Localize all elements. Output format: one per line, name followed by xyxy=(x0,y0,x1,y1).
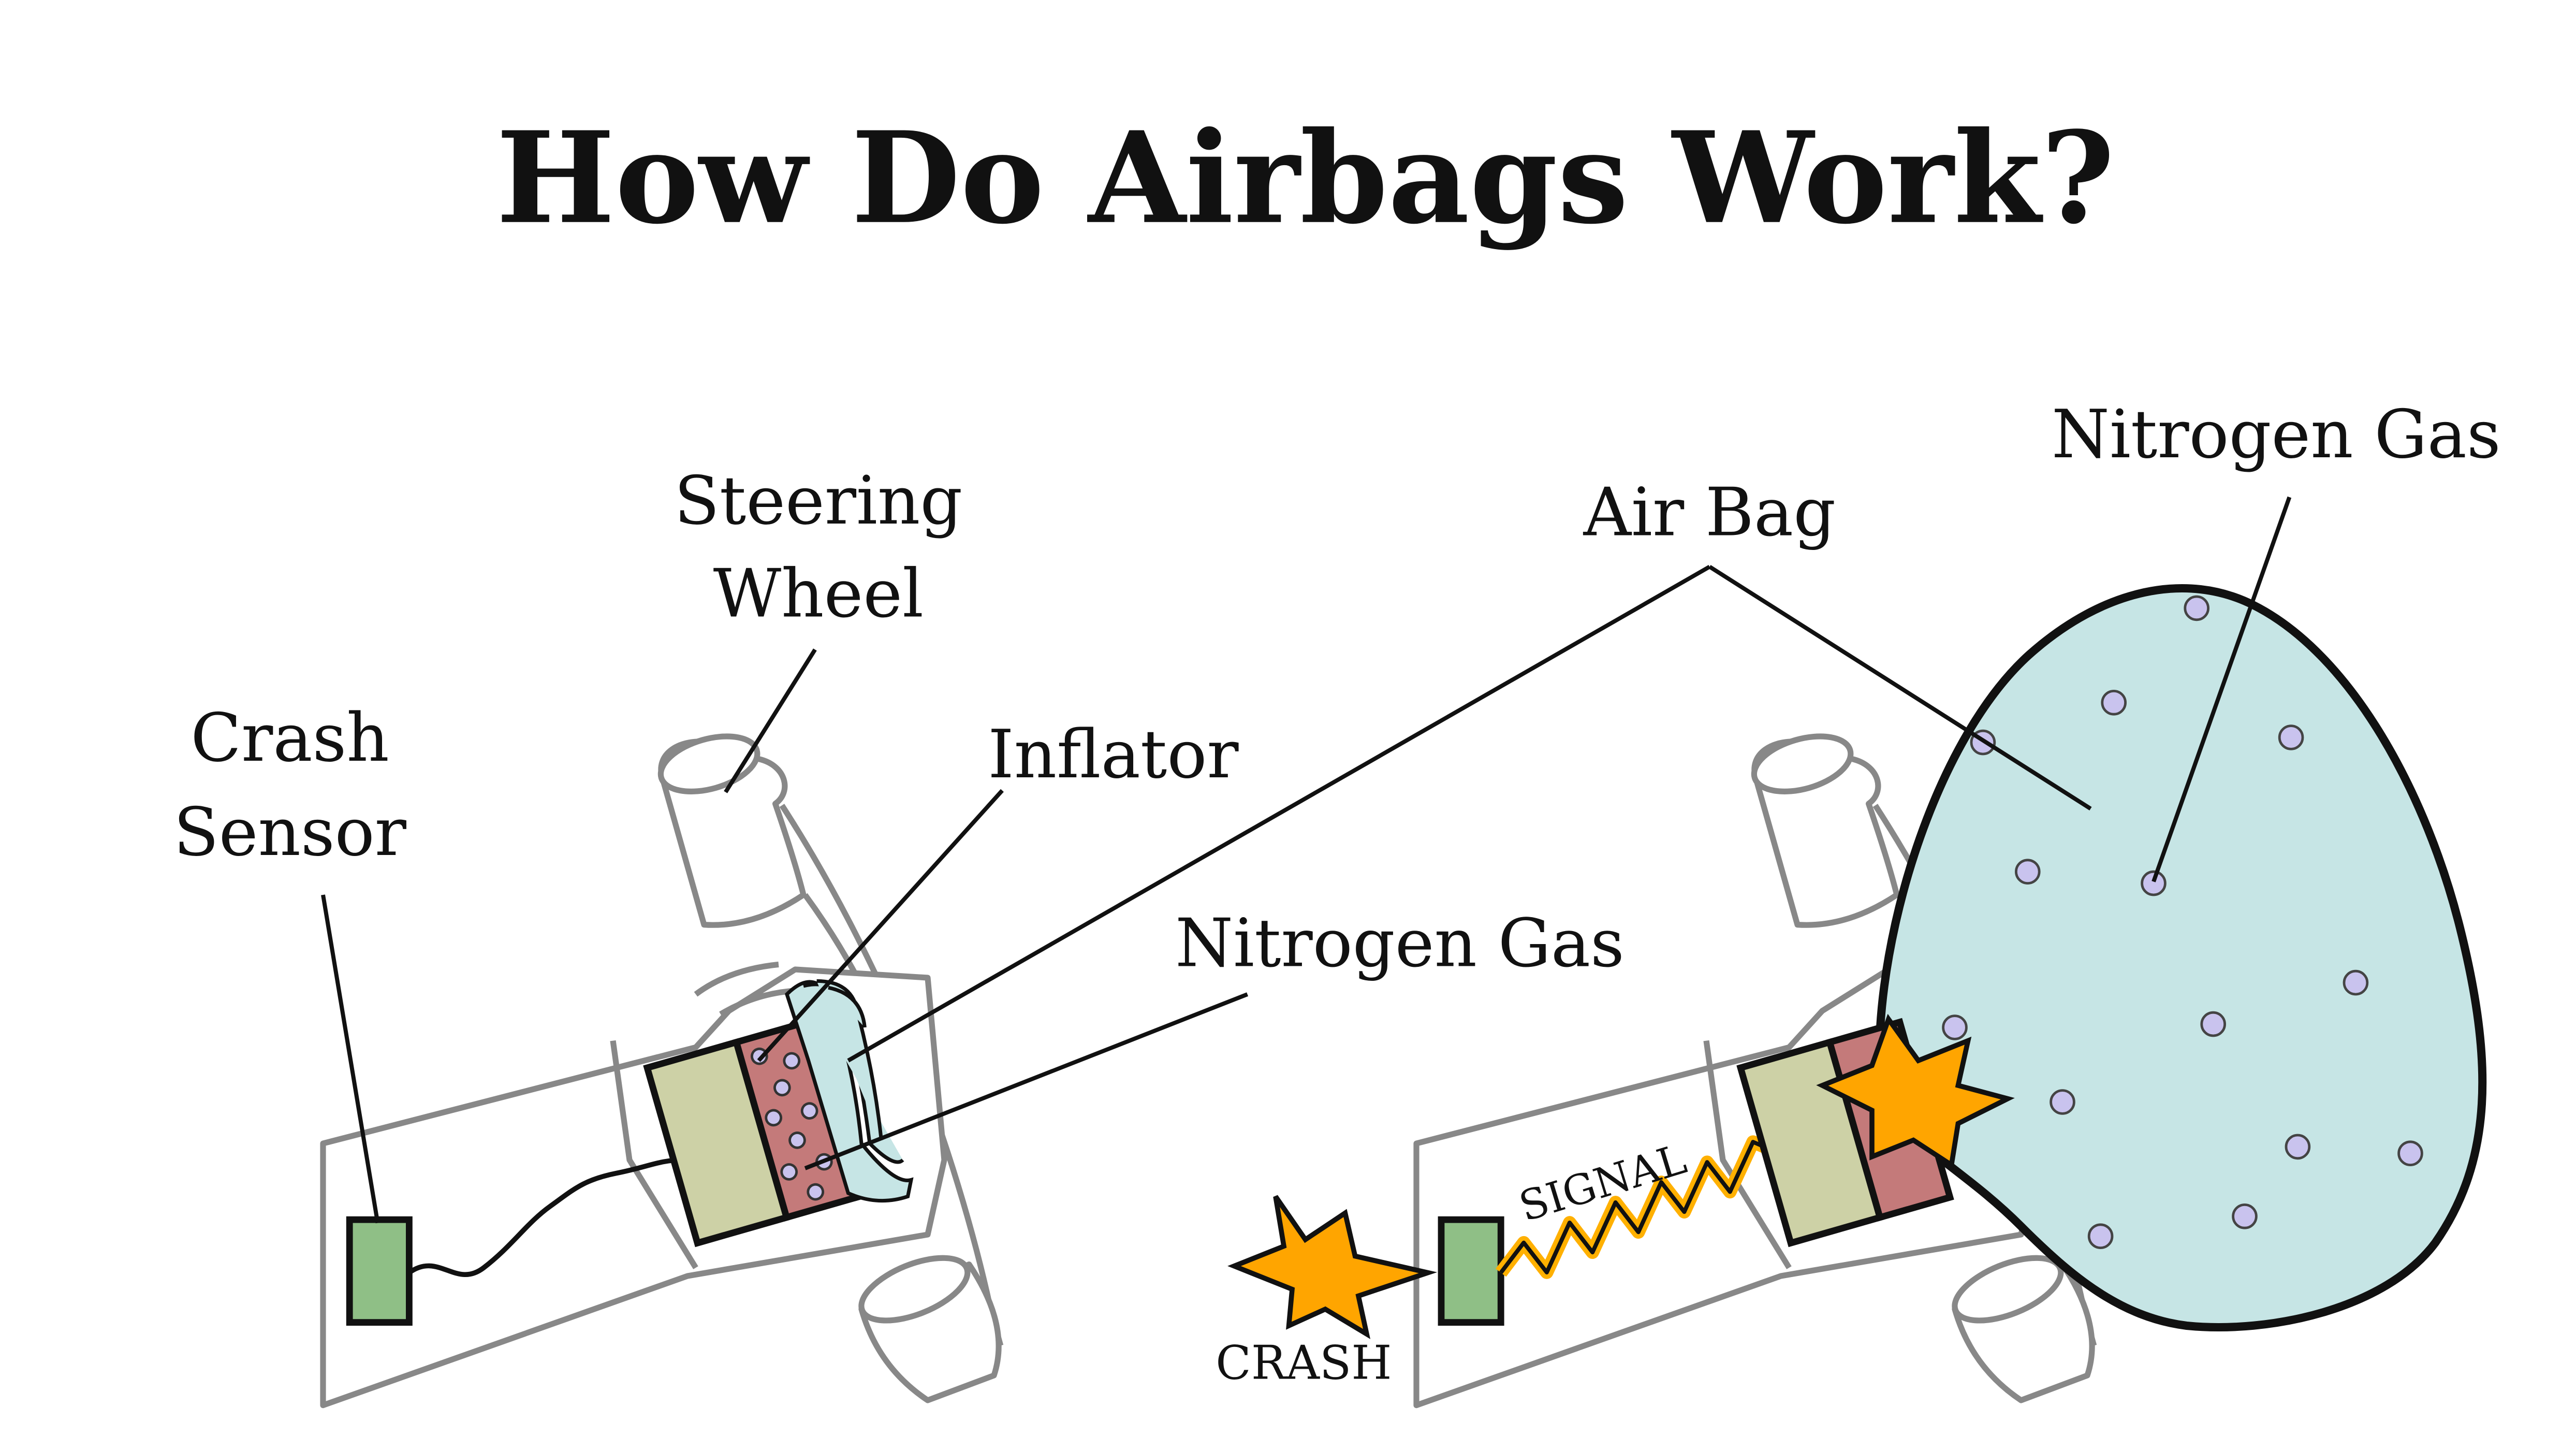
crash-sensor-label-line2: Sensor xyxy=(173,794,406,872)
nitrogen-gas-label-left: Nitrogen Gas xyxy=(1175,905,1624,982)
steering-wheel-label-line2: Wheel xyxy=(713,555,924,633)
crash-sensor-left xyxy=(349,1220,409,1322)
gas-dot xyxy=(2016,860,2039,883)
gas-dot xyxy=(2399,1142,2422,1165)
crash-star xyxy=(1234,1196,1428,1334)
gas-dot xyxy=(2089,1225,2112,1248)
air-bag-label: Air Bag xyxy=(1583,474,1836,552)
crash-sensor-right xyxy=(1441,1220,1501,1322)
crash-label: CRASH xyxy=(1216,1336,1392,1390)
gas-dot xyxy=(2344,971,2367,994)
gas-dot xyxy=(2233,1205,2257,1228)
gas-dot xyxy=(2142,872,2165,895)
steering-wheel-label-line1: Steering xyxy=(674,462,963,540)
gas-dot xyxy=(2202,1012,2225,1036)
inflator-label: Inflator xyxy=(988,716,1239,793)
gas-dot xyxy=(2102,691,2126,714)
gas-dot xyxy=(2286,1135,2309,1158)
page-title: How Do Airbags Work? xyxy=(496,104,2115,252)
gas-dot xyxy=(1943,1016,1967,1039)
gas-dot xyxy=(2279,726,2303,749)
signal-label: SIGNAL xyxy=(1513,1135,1692,1231)
gas-dot xyxy=(2185,597,2208,620)
gas-dot xyxy=(2051,1091,2074,1114)
crash-sensor-label-line1: Crash xyxy=(191,699,389,777)
nitrogen-gas-label-right: Nitrogen Gas xyxy=(2051,396,2501,474)
